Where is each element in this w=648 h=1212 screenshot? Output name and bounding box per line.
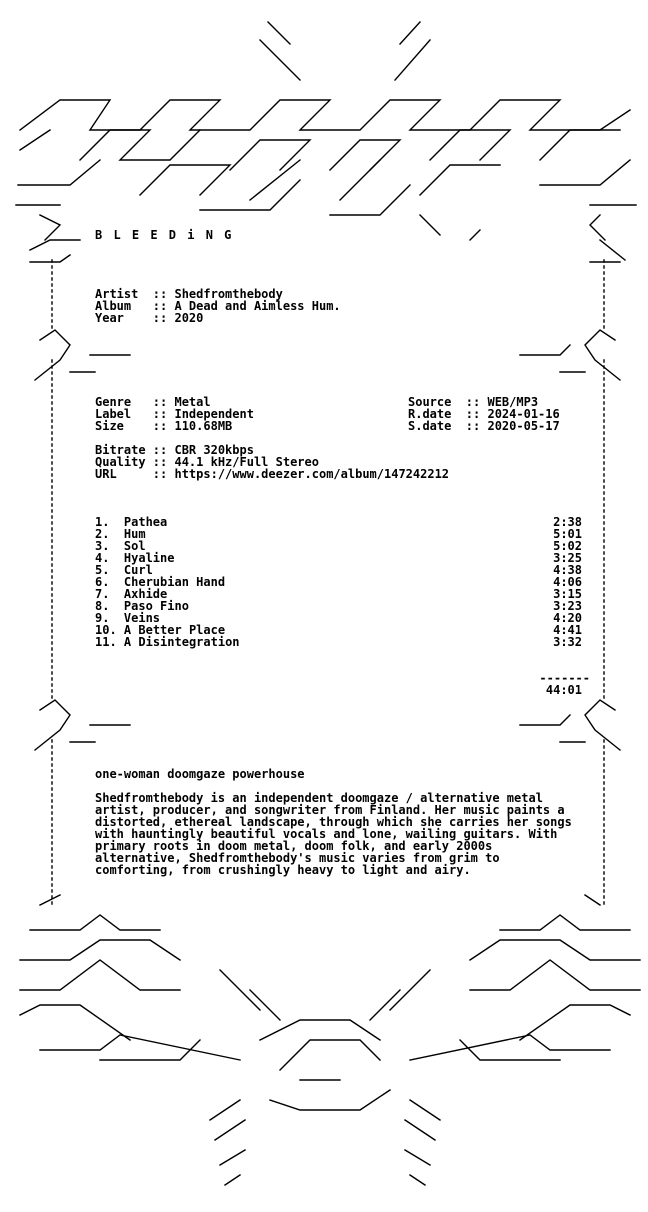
track-duration: 2:38 — [553, 515, 582, 529]
total-rule: ------- — [539, 671, 590, 685]
size-value: 110.68MB — [174, 419, 233, 433]
album-url-link[interactable]: https://www.deezer.com/album/147242212 — [174, 467, 450, 481]
sdate-label: S.date :: — [408, 419, 481, 433]
top-logo-art — [16, 22, 636, 240]
bottom-ornament-art — [20, 895, 640, 1185]
bitrate-value: CBR 320kbps — [174, 443, 254, 457]
track-number: 6. — [95, 575, 110, 589]
album-label: Album :: — [95, 299, 168, 313]
track-title: Pathea — [123, 515, 168, 529]
track-title: A Disintegration — [123, 635, 240, 649]
tagline: one-woman doomgaze powerhouse — [95, 767, 305, 781]
track-title: Paso Fino — [123, 599, 189, 613]
track-number: 5. — [95, 563, 110, 577]
rdate-label: R.date :: — [408, 407, 481, 421]
track-duration: 4:41 — [553, 623, 582, 637]
track-number: 3. — [95, 539, 110, 553]
year-value: 2020 — [174, 311, 204, 325]
track-number: 11. — [95, 635, 117, 649]
track-duration: 4:06 — [553, 575, 582, 589]
track-title: Curl — [123, 563, 153, 577]
track-title: Sol — [123, 539, 146, 553]
size-label: Size :: — [95, 419, 168, 433]
url-label: URL :: — [95, 467, 168, 481]
genre-label: Genre :: — [95, 395, 168, 409]
quality-value: 44.1 kHz/Full Stereo — [174, 455, 319, 469]
source-label: Source :: — [408, 395, 481, 409]
track-duration: 3:15 — [553, 587, 582, 601]
track-number: 9. — [95, 611, 110, 625]
quality-label: Quality :: — [95, 455, 168, 469]
track-number: 1. — [95, 515, 110, 529]
track-number: 4. — [95, 551, 110, 565]
year-row — [95, 312, 203, 324]
track-title: Hum — [123, 527, 146, 541]
track-duration: 3:25 — [553, 551, 582, 565]
genre-value: Metal — [174, 395, 211, 409]
track-number: 2. — [95, 527, 110, 541]
source-value: WEB/MP3 — [487, 395, 539, 409]
track-duration: 4:38 — [553, 563, 582, 577]
track-number: 8. — [95, 599, 110, 613]
track-duration: 3:32 — [553, 635, 582, 649]
track-number: 7. — [95, 587, 110, 601]
track-title: Axhide — [123, 587, 168, 601]
label-value: Independent — [174, 407, 254, 421]
track-title: Veins — [123, 611, 161, 625]
total-duration: 44:01 — [545, 683, 582, 697]
list-item — [95, 636, 240, 648]
track-number: 10. — [95, 623, 117, 637]
sdate-row — [408, 420, 560, 432]
track-duration: 5:02 — [553, 539, 582, 553]
sdate-value: 2020-05-17 — [487, 419, 560, 433]
track-title: A Better Place — [123, 623, 226, 637]
rdate-value: 2024-01-16 — [487, 407, 560, 421]
track-duration: 4:20 — [553, 611, 582, 625]
track-title: Cherubian Hand — [123, 575, 226, 589]
size-row — [95, 420, 232, 432]
artist-description: Shedfromthebody is an independent doomgaze / alternative metal artist, producer, and songwriter from Finland. Her music paints a distorted, ethereal landscape, through which she carries her songs with hauntingly beautiful vocals and lone, wailing guitars. With primary roots in doom metal, doom folk, and early 2000s alternative, Shedfromthebody's music varies from grim to comforting, from crushingly heavy to light and airy. — [95, 791, 572, 877]
page-title: B L E E D i N G — [95, 228, 234, 242]
label-label: Label :: — [95, 407, 168, 421]
bitrate-label: Bitrate :: — [95, 443, 168, 457]
artist-label: Artist :: — [95, 287, 168, 301]
album-value: A Dead and Aimless Hum. — [174, 299, 341, 313]
year-label: Year :: — [95, 311, 168, 325]
track-duration: 3:23 — [553, 599, 582, 613]
artist-value: Shedfromthebody — [174, 287, 283, 301]
track-title: Hyaline — [123, 551, 175, 565]
url-row — [95, 468, 449, 480]
track-duration: 5:01 — [553, 527, 582, 541]
